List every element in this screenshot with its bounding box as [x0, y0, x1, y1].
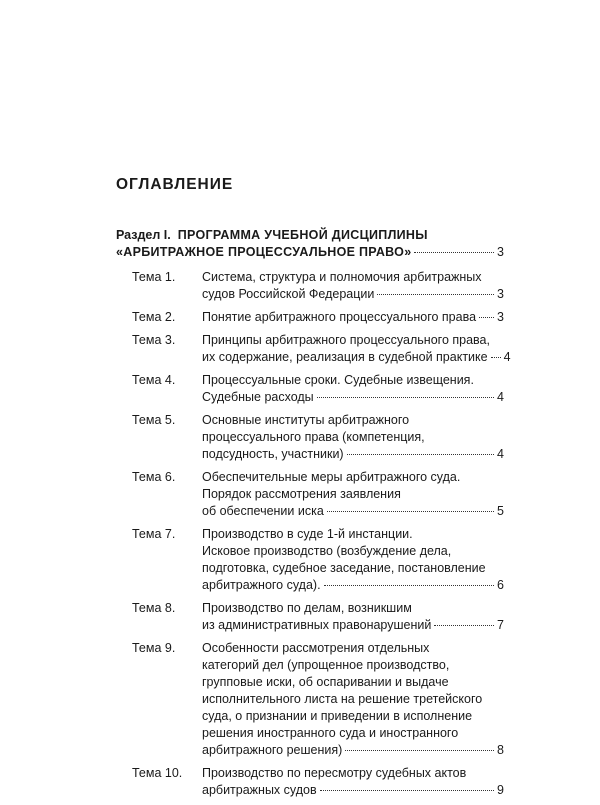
- toc-section[interactable]: [116, 227, 504, 261]
- entry-title-line: судов Российской Федерации: [202, 287, 375, 301]
- toc-entries: [116, 269, 511, 799]
- entry-title-line: процессуального права (компетенция,: [202, 430, 425, 444]
- section-title-line2: «АРБИТРАЖНОЕ ПРОЦЕССУАЛЬНОЕ ПРАВО»: [116, 245, 412, 259]
- entry-title-line: Особенности рассмотрения отдельных: [202, 641, 430, 655]
- entry-title: [202, 332, 511, 366]
- entry-title-line: Судебные расходы: [202, 390, 314, 404]
- entry-title-line: Понятие арбитражного процессуального права: [202, 310, 477, 324]
- entry-title-line: Система, структура и полномочия арбитражных: [202, 270, 482, 284]
- entry-title-line: суда, о признании и приведении в исполнение: [202, 709, 473, 723]
- entry-title-line: Исковое производство (возбуждение дела,: [202, 544, 452, 558]
- dot-leader: [327, 511, 494, 512]
- page-number: 8: [497, 743, 504, 757]
- dot-leader: [324, 585, 494, 586]
- entry-title-line: категорий дел (упрощенное производство,: [202, 658, 450, 672]
- entry-title-line: Порядок рассмотрения заявления: [202, 487, 401, 501]
- entry-label: Тема 3.: [132, 333, 176, 347]
- entry-title-line: об обеспечении иска: [202, 504, 324, 518]
- entry-title: [202, 640, 504, 759]
- entry-title: [202, 412, 504, 463]
- dot-leader: [320, 790, 494, 791]
- entry-title-line: Основные институты арбитражного: [202, 413, 410, 427]
- entry-label: Тема 1.: [132, 270, 176, 284]
- section-prefix: Раздел I.: [116, 228, 171, 242]
- page-number: 4: [497, 447, 504, 461]
- entry-label: Тема 2.: [132, 310, 176, 324]
- entry-label: Тема 9.: [132, 641, 176, 655]
- dot-leader: [491, 357, 501, 358]
- page-number: 4: [503, 350, 511, 364]
- entry-title-line: из административных правонарушений: [202, 618, 432, 632]
- toc-entry[interactable]: [116, 269, 504, 303]
- page-number: 7: [497, 618, 504, 632]
- entry-title-line: решения иностранного суда и иностранного: [202, 726, 459, 740]
- entry-title: [202, 469, 504, 520]
- entry-title-line: Обеспечительные меры арбитражного суда.: [202, 470, 461, 484]
- entry-title: [202, 269, 504, 303]
- entry-title-line: подсудность, участники): [202, 447, 344, 461]
- entry-label: Тема 10.: [132, 766, 183, 780]
- page-number: 6: [497, 578, 504, 592]
- entry-title-line: арбитражных судов: [202, 783, 317, 797]
- entry-title-line: Производство по пересмотру судебных актов: [202, 766, 467, 780]
- page-number: 4: [497, 390, 504, 404]
- toc-entry[interactable]: [116, 372, 504, 406]
- entry-title-line: групповые иски, об оспаривании и выдаче: [202, 675, 449, 689]
- toc-entry[interactable]: [116, 332, 511, 366]
- page-number: 5: [497, 504, 504, 518]
- entry-title-line: их содержание, реализация в судебной практике: [202, 350, 488, 364]
- entry-label: Тема 4.: [132, 373, 176, 387]
- entry-title: [202, 526, 504, 594]
- toc-entry[interactable]: [116, 469, 504, 520]
- section-title-line1: ПРОГРАММА УЧЕБНОЙ ДИСЦИПЛИНЫ: [177, 228, 428, 242]
- entry-label: Тема 5.: [132, 413, 176, 427]
- page-number: 9: [497, 783, 504, 797]
- page-number: 3: [497, 310, 504, 324]
- dot-leader: [479, 317, 494, 318]
- dot-leader: [434, 625, 494, 626]
- entry-title: [202, 372, 504, 406]
- entry-title-line: Принципы арбитражного процессуального права,: [202, 333, 490, 347]
- entry-label: Тема 8.: [132, 601, 176, 615]
- entry-title: [202, 765, 504, 799]
- dot-leader: [345, 750, 494, 751]
- dot-leader: [317, 397, 494, 398]
- toc-entry[interactable]: [116, 765, 504, 799]
- toc-entry[interactable]: [116, 640, 504, 759]
- toc-entry[interactable]: [116, 526, 504, 594]
- entry-title-line: Производство по делам, возникшим: [202, 601, 412, 615]
- page-number: 3: [497, 245, 504, 259]
- entry-title: [202, 309, 504, 326]
- entry-title-line: подготовка, судебное заседание, постановление: [202, 561, 486, 575]
- entry-title-line: Процессуальные сроки. Судебные извещения.: [202, 373, 474, 387]
- dot-leader: [377, 294, 494, 295]
- entry-title: [202, 600, 504, 634]
- dot-leader: [347, 454, 494, 455]
- entry-label: Тема 7.: [132, 527, 176, 541]
- entry-title-line: исполнительного листа на решение третейского: [202, 692, 483, 706]
- entry-title-line: арбитражного решения): [202, 743, 343, 757]
- page-number: 3: [497, 287, 504, 301]
- table-of-contents: [116, 227, 511, 805]
- toc-entry[interactable]: [116, 412, 504, 463]
- entry-title-line: арбитражного суда).: [202, 578, 321, 592]
- dot-leader: [414, 252, 494, 253]
- page-title: ОГЛАВЛЕНИЕ: [116, 176, 234, 193]
- toc-entry[interactable]: [116, 309, 504, 326]
- entry-title-line: Производство в суде 1-й инстанции.: [202, 527, 413, 541]
- toc-entry[interactable]: [116, 600, 504, 634]
- entry-label: Тема 6.: [132, 470, 176, 484]
